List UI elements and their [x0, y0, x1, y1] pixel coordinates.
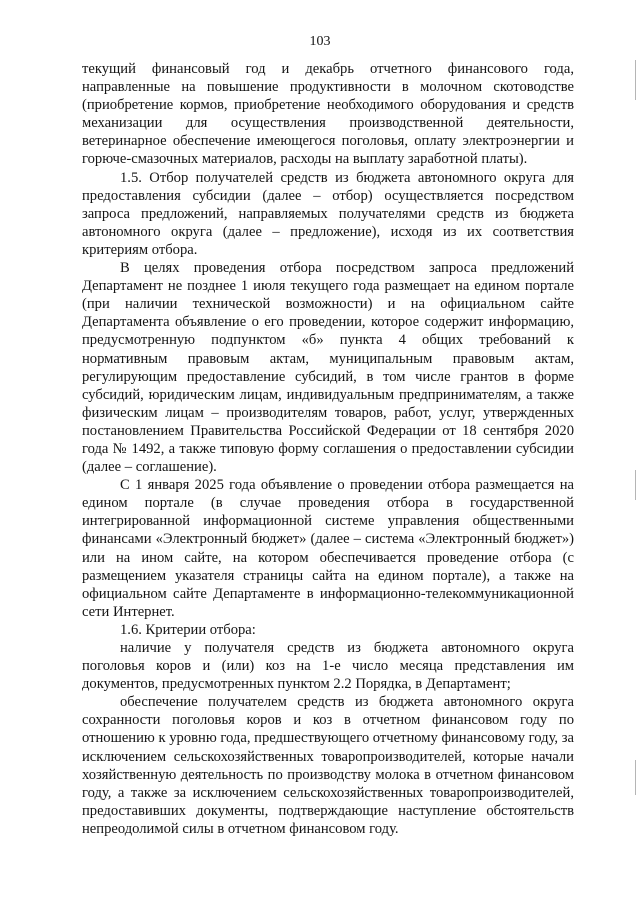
scan-edge-mark	[635, 760, 636, 795]
paragraph: В целях проведения отбора посредством запроса предложений Департамент не позднее 1 июля текущего года размещает на едином портале (при наличии технической возможности) и на официальном сайте Департамента объявление о его проведении, которое содержит информацию, предусмотренную подпунктом «б» пункта 4 общих требований к нормативным правовым актам, муниципальным правовым актам, регулирующим предоставление субсидий, в том числе грантов в форме субсидий, юридическим лицам, индивидуальным предпринимателям, а также физическим лицам – производителям товаров, работ, услуг, утвержденных постановлением Правительства Российской Федерации от 18 сентября 2020 года № 1492, а также типовую форму соглашения о предоставлении субсидии (далее – соглашение).	[82, 260, 574, 476]
paragraph: наличие у получателя средств из бюджета автономного округа поголовья коров и (или) коз на 1-е число месяца представления им документов, предусмотренных пунктом 2.2 Порядка, в Департамент;	[82, 640, 574, 693]
scan-edge-mark	[635, 60, 636, 100]
paragraph: С 1 января 2025 года объявление о проведении отбора размещается на едином портале (в случае проведения отбора в государственной интегрированной информационной системе управления общественными финансами «Электронный бюджет» (далее – система «Электронный бюджет») или на ином сайте, на котором обеспечивается проведение отбора (с размещением указателя страницы сайта на едином портале), а также на официальном сайте Департаменте в информационно-телекоммуникационной сети Интернет.	[82, 477, 574, 620]
paragraph: 1.6. Критерии отбора:	[120, 621, 256, 638]
page-number: 103	[309, 34, 331, 49]
paragraph: 1.5. Отбор получателей средств из бюджета автономного округа для предоставления субсидии (далее – отбор) осуществляется посредством запроса предложений, направляемых получателями средств из бюджета автономного округа (далее – предложение), исходя из их соответствия критериям отбора.	[82, 169, 574, 258]
scan-edge-mark	[635, 470, 636, 500]
paragraph: текущий финансовый год и декабрь отчетного финансового года, направленные на повышение продуктивности в молочном скотоводстве (приобретение кормов, приобретение необходимого оборудования и средств механизации для осуществления производственной деятельности, ветеринарное обеспечение имеющегося поголовья, оплату электроэнергии и горюче-смазочных материалов, расходы на выплату заработной платы).	[82, 61, 574, 168]
document-body	[82, 60, 574, 838]
paragraph: обеспечение получателем средств из бюджета автономного округа сохранности поголовья коров и коз в отчетном финансовом году по отношению к уровню года, предшествующего отчетному финансовому году, за исключением сельскохозяйственных товаропроизводителей, которые начали хозяйственную деятельность по производству молока в отчетном финансовом году, а также за исключением сельскохозяйственных товаропроизводителей, предоставивших документы, подтверждающие наступление обстоятельств непреодолимой силы в отчетном финансовом году.	[82, 694, 574, 837]
